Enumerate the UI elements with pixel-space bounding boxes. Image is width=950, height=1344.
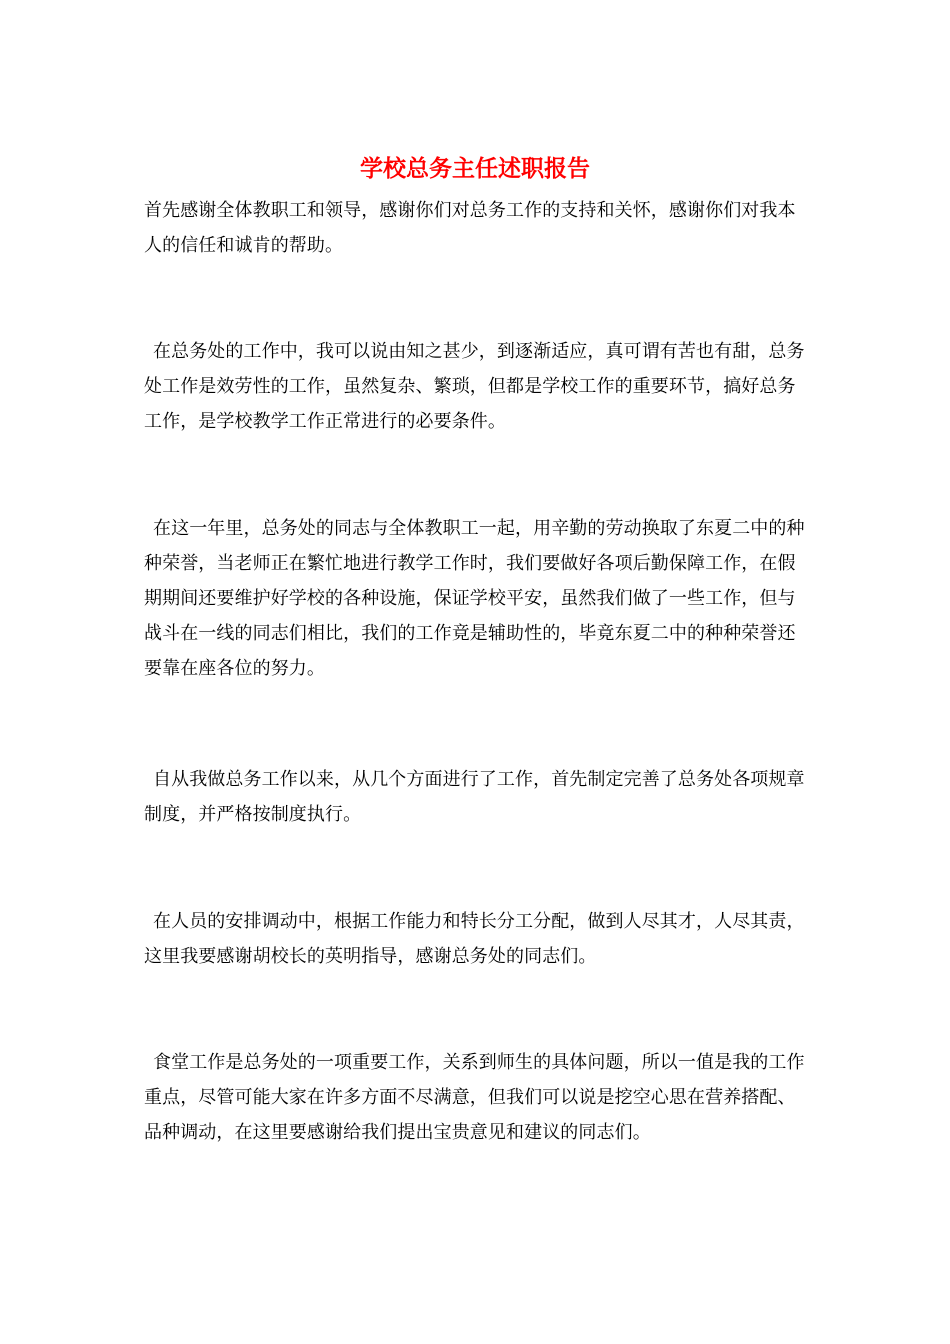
paragraph-staffing: 在人员的安排调动中，根据工作能力和特长分工分配，做到人尽其才，人尽其责，这里我要感谢胡校长的英明指导，感谢总务处的同志们。 (144, 911, 805, 967)
paragraph-canteen: 食堂工作是总务处的一项重要工作，关系到师生的具体问题，所以一值是我的工作重点，尽管可能大家在许多方面不尽满意，但我们可以说是挖空心思在营养搭配、品种调动，在这里要感谢给我们提出宝贵意见和建议的同志们。 (144, 1052, 805, 1143)
paragraph-regulations: 自从我做总务工作以来，从几个方面进行了工作，首先制定完善了总务处各项规章制度，并严格按制度执行。 (144, 769, 805, 825)
paragraph-work-overview: 在总务处的工作中，我可以说由知之甚少，到逐渐适应，真可谓有苦也有甜，总务处工作是效劳性的工作，虽然复杂、繁琐，但都是学校工作的重要环节，搞好总务工作，是学校教学工作正常进行的必要条件。 (144, 341, 805, 432)
paragraph-year-review: 在这一年里，总务处的同志与全体教职工一起，用辛勤的劳动换取了东夏二中的种种荣誉，当老师正在繁忙地进行教学工作时，我们要做好各项后勤保障工作，在假期期间还要维护好学校的各种设施，保证学校平安，虽然我们做了一些工作，但与战斗在一线的同志们相比，我们的工作竟是辅助性的，毕竟东夏二中的种种荣誉还要靠在座各位的努力。 (144, 518, 805, 679)
paragraph-intro: 首先感谢全体教职工和领导，感谢你们对总务工作的支持和关怀，感谢你们对我本人的信任和诚肯的帮助。 (144, 200, 796, 256)
document-title: 学校总务主任述职报告 (360, 155, 590, 182)
